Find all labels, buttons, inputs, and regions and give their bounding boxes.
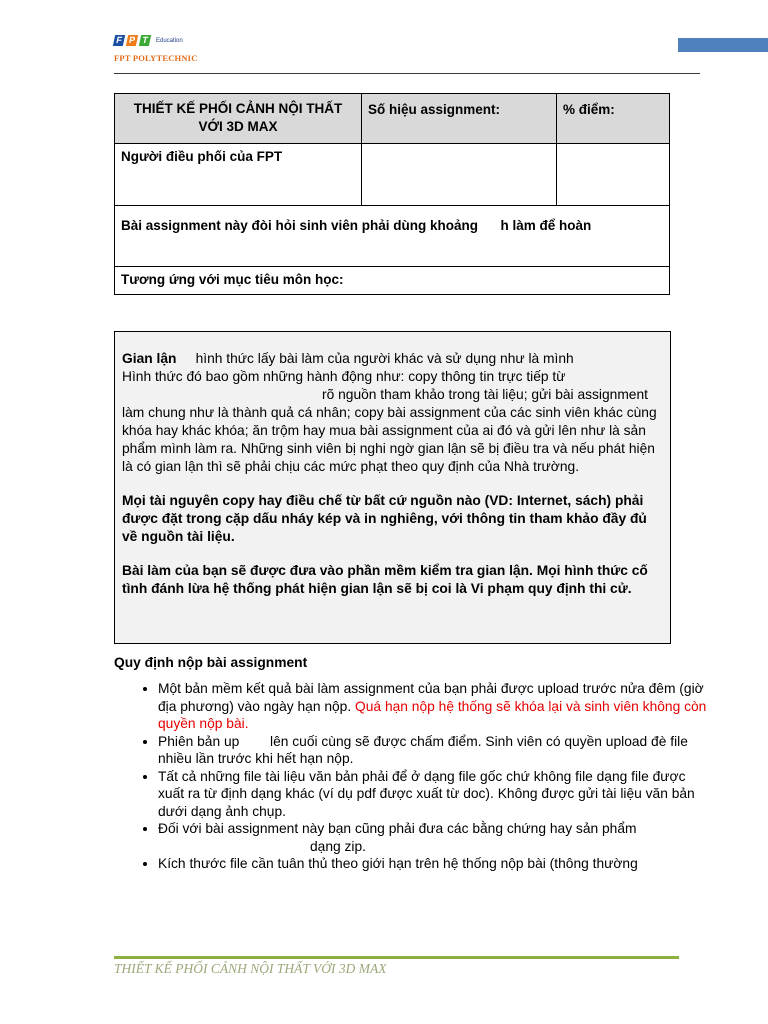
rule-evidence-a: Đối với bài assignment này bạn cũng phải đưa các bằng chứng hay sản phẩm	[158, 821, 637, 836]
plagiarism-body-rest: làm chung như là thành quả cá nhân; copy bài assignment của các sinh viên khác cùng khóa hay khác khóa; ăn trộm hay mua bài assignment của ai đó và gửi lên như là sản phẩm mình làm ra. Những sinh viên bị nghi ngờ gian lận sẽ bị điều tra và nếu phát hiện là có gian lận thì sẽ phải chịu các mức phạt theo quy định của Nhà trường.	[122, 405, 657, 474]
list-item	[158, 820, 708, 855]
percent-score-label: % điểm:	[557, 94, 670, 144]
rule-file-size: Kích thước file cần tuân thủ theo giới hạn trên hệ thống nộp bài (thông thường	[158, 856, 638, 871]
list-item	[158, 733, 708, 768]
header-accent-tab	[678, 38, 768, 52]
plagiarism-definition	[122, 350, 663, 476]
header-divider	[114, 73, 700, 74]
plagiarism-check-rule: Bài làm của bạn sẽ được đưa vào phần mềm kiểm tra gian lận. Mọi hình thức cố tình đánh lừa hệ thống phát hiện gian lận sẽ bị coi là Vi phạm quy định thi cử.	[122, 563, 648, 596]
logo-mark	[114, 32, 198, 49]
logo-name: FPT POLYTECHNIC	[114, 53, 198, 63]
list-item	[158, 680, 708, 733]
plagiarism-definition-text: hình thức lấy bài làm của người khác và sử dụng như là mình	[195, 351, 574, 366]
plagiarism-body-line1: Hình thức đó bao gồm những hành động như: copy thông tin trực tiếp từ	[122, 369, 566, 384]
list-item	[158, 855, 708, 873]
submission-rules-list	[134, 680, 708, 873]
rule-last-version-b: lên cuối cùng sẽ được chấm điểm. Sinh viên có quyền upload đè file nhiều lần trước khi hết hạn nộp.	[158, 733, 688, 766]
hours-required-text: Bài assignment này đòi hỏi sinh viên phải dùng khoảng h làm để hoàn	[115, 206, 670, 267]
rule-lock-warning: Quá hạn nộp hệ thống sẽ khóa lại và sinh viên không còn quyền nộp bài.	[158, 698, 707, 731]
objectives-label: Tương ứng với mục tiêu môn học:	[115, 267, 670, 295]
assignment-number-label: Số hiệu assignment:	[362, 94, 557, 144]
logo-letter-p: P	[126, 35, 138, 46]
coordinator-label: Người điều phối của FPT	[115, 144, 362, 206]
coordinator-value-cell	[362, 144, 557, 206]
fpt-polytechnic-logo	[114, 32, 198, 63]
plagiarism-term: Gian lận	[122, 351, 177, 366]
plagiarism-body-line2: rõ nguồn tham khảo trong tài liệu; gửi bài assignment	[322, 387, 648, 402]
assignment-title-cell: THIẾT KẾ PHỐI CẢNH NỘI THẤT VỚI 3D MAX	[115, 94, 362, 144]
plagiarism-notice-box	[114, 331, 671, 644]
submission-rules-title: Quy định nộp bài assignment	[114, 655, 308, 670]
logo-letter-t: T	[139, 35, 151, 46]
logo-letter-f: F	[113, 35, 125, 46]
assignment-info-table	[114, 93, 670, 295]
logo-subtitle: Education	[156, 37, 183, 44]
list-item	[158, 768, 708, 821]
footer-divider	[114, 956, 679, 959]
rule-evidence-b: dạng zip.	[310, 838, 366, 854]
rule-file-format: Tất cả những file tài liệu văn bản phải để ở dạng file gốc chứ không file dạng file được xuất ra từ định dạng khác (ví dụ pdf được xuất từ doc). Không được gửi tài liệu văn bản dưới dạng ảnh chụp.	[158, 768, 695, 819]
footer-title: THIẾT KẾ PHỐI CẢNH NỘI THẤT VỚI 3D MAX	[114, 961, 387, 976]
rule-upload-deadline: Một bản mềm kết quả bài làm assignment của bạn phải được upload trước nửa đêm (giờ địa phương) vào ngày hạn nộp.	[158, 681, 704, 714]
rule-last-version-a: Phiên bản up	[158, 733, 240, 749]
citation-rule: Mọi tài nguyên copy hay điều chế từ bất cứ nguồn nào (VD: Internet, sách) phải được đặt trong cặp dấu nháy kép và in nghiêng, với thông tin tham khảo đầy đủ về nguồn tài liệu.	[122, 493, 647, 544]
coordinator-extra-cell	[557, 144, 670, 206]
